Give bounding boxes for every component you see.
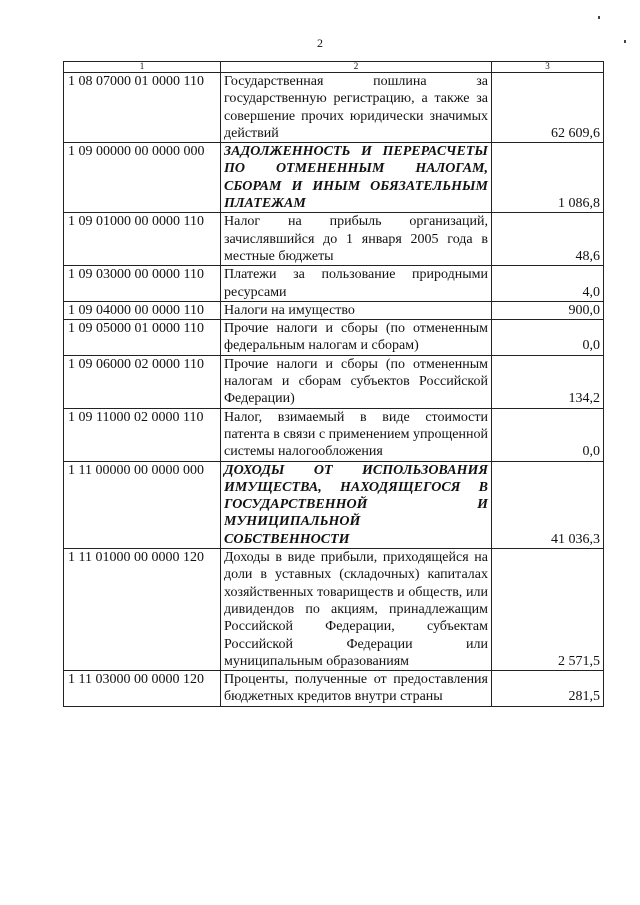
amount-cell: 41 036,3	[492, 461, 604, 548]
budget-code-cell: 1 09 04000 00 0000 110	[64, 301, 221, 319]
budget-code-cell: 1 09 00000 00 0000 000	[64, 143, 221, 213]
table-body	[64, 73, 604, 707]
budget-code-cell: 1 09 05000 01 0000 110	[64, 320, 221, 356]
amount-cell: 2 571,5	[492, 549, 604, 671]
table-row	[64, 213, 604, 266]
scan-speck	[598, 16, 600, 19]
budget-code-cell: 1 09 03000 00 0000 110	[64, 266, 221, 302]
revenue-name-cell: Налоги на имущество	[221, 301, 492, 319]
column-header-code: 1	[64, 62, 221, 73]
table-row	[64, 266, 604, 302]
amount-cell: 900,0	[492, 301, 604, 319]
page-number: 2	[317, 36, 323, 50]
table-row	[64, 301, 604, 319]
amount-cell: 1 086,8	[492, 143, 604, 213]
column-header-amount: 3	[492, 62, 604, 73]
revenue-name-cell: Платежи за пользование природными ресурсами	[221, 266, 492, 302]
budget-code-cell: 1 09 11000 02 0000 110	[64, 408, 221, 461]
revenue-table	[63, 61, 604, 707]
revenue-name-cell: Проценты, полученные от предоставления бюджетных кредитов внутри страны	[221, 671, 492, 707]
amount-cell: 48,6	[492, 213, 604, 266]
table-row	[64, 73, 604, 143]
table-row	[64, 143, 604, 213]
table-row	[64, 355, 604, 408]
amount-cell: 4,0	[492, 266, 604, 302]
revenue-name-cell: Прочие налоги и сборы (по отмененным федеральным налогам и сборам)	[221, 320, 492, 356]
table-row	[64, 549, 604, 671]
table-row	[64, 408, 604, 461]
budget-code-cell: 1 11 01000 00 0000 120	[64, 549, 221, 671]
revenue-name-cell: ДОХОДЫ ОТ ИСПОЛЬЗОВАНИЯ ИМУЩЕСТВА, НАХОДЯЩЕГОСЯ В ГОСУДАРСТВЕННОЙ И МУНИЦИПАЛЬНОЙ СОБСТВЕННОСТИ	[221, 461, 492, 548]
budget-code-cell: 1 11 03000 00 0000 120	[64, 671, 221, 707]
table-row	[64, 671, 604, 707]
revenue-name-cell: Налог, взимаемый в виде стоимости патента в связи с применением упрощенной системы налогообложения	[221, 408, 492, 461]
budget-code-cell: 1 09 01000 00 0000 110	[64, 213, 221, 266]
amount-cell: 62 609,6	[492, 73, 604, 143]
revenue-name-cell: Доходы в виде прибыли, приходящейся на доли в уставных (складочных) капиталах хозяйственных товариществ и обществ, или дивидендов по акциям, принадлежащим Российской Федерации, субъектам Российской Федерации или муниципальным образованиям	[221, 549, 492, 671]
amount-cell: 134,2	[492, 355, 604, 408]
table-row	[64, 320, 604, 356]
column-header-name: 2	[221, 62, 492, 73]
revenue-name-cell: Прочие налоги и сборы (по отмененным налогам и сборам субъектов Российской Федерации)	[221, 355, 492, 408]
scan-speck	[624, 40, 626, 43]
amount-cell: 0,0	[492, 408, 604, 461]
revenue-name-cell: Налог на прибыль организаций, зачислявшийся до 1 января 2005 года в местные бюджеты	[221, 213, 492, 266]
budget-code-cell: 1 09 06000 02 0000 110	[64, 355, 221, 408]
amount-cell: 281,5	[492, 671, 604, 707]
budget-code-cell: 1 08 07000 01 0000 110	[64, 73, 221, 143]
table-row	[64, 461, 604, 548]
table-header-row	[64, 62, 604, 73]
budget-code-cell: 1 11 00000 00 0000 000	[64, 461, 221, 548]
amount-cell: 0,0	[492, 320, 604, 356]
revenue-name-cell: Государственная пошлина за государственную регистрацию, а также за совершение прочих юридически значимых действий	[221, 73, 492, 143]
revenue-name-cell: ЗАДОЛЖЕННОСТЬ И ПЕРЕРАСЧЕТЫ ПО ОТМЕНЕННЫМ НАЛОГАМ, СБОРАМ И ИНЫМ ОБЯЗАТЕЛЬНЫМ ПЛАТЕЖАМ	[221, 143, 492, 213]
